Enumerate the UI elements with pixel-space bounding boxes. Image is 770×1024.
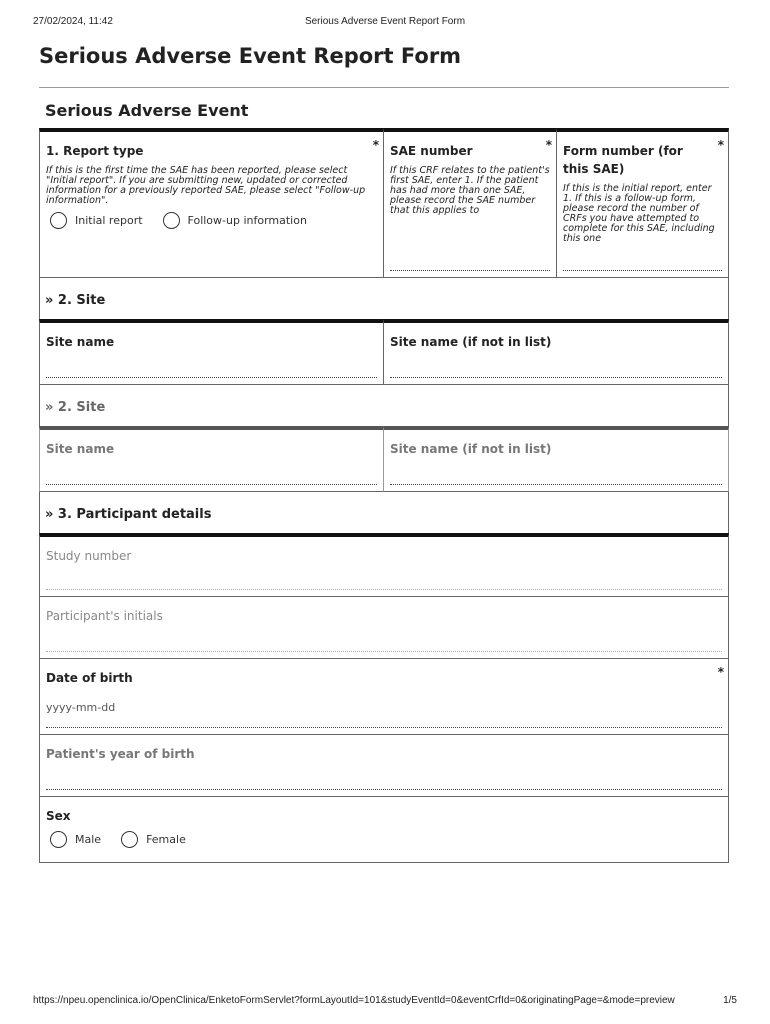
- site-name-other-question: [384, 319, 729, 385]
- site-group-heading-disabled: » 2. Site: [45, 400, 106, 415]
- site-name-input[interactable]: [46, 377, 377, 378]
- year-of-birth-label: Patient's year of birth: [46, 747, 195, 761]
- year-of-birth-row: [39, 735, 729, 797]
- study-number-question: [39, 533, 729, 597]
- participant-group-heading[interactable]: » 3. Participant details: [45, 507, 212, 522]
- initial-report-label: Initial report: [75, 214, 143, 227]
- female-radio[interactable]: [121, 831, 138, 848]
- male-radio[interactable]: [50, 831, 67, 848]
- form-body: [39, 128, 729, 863]
- site-group-header-disabled: [39, 385, 729, 426]
- sae-number-input[interactable]: [390, 270, 550, 271]
- study-number-input: [46, 589, 722, 590]
- year-of-birth-input: [46, 789, 722, 790]
- initial-report-radio[interactable]: [50, 212, 67, 229]
- site-name-input-disabled: [46, 484, 377, 485]
- form-title: Serious Adverse Event Report Form: [39, 44, 462, 68]
- male-label: Male: [75, 833, 102, 846]
- form-number-input[interactable]: [563, 270, 722, 271]
- follow-up-label: Follow-up information: [187, 214, 307, 227]
- print-url: https://npeu.openclinica.io/OpenClinica/EnketoFormServlet?formLayoutId=101&studyEventId=0&eventCrfId=0&originatingPage=&mode=preview: [33, 995, 675, 1006]
- required-marker: *: [717, 138, 724, 152]
- study-number-label: Study number: [46, 549, 132, 563]
- initials-question: [39, 597, 729, 659]
- required-marker: *: [545, 138, 552, 152]
- sex-options: [46, 831, 722, 848]
- dob-question: [39, 659, 729, 735]
- follow-up-radio[interactable]: [163, 212, 180, 229]
- report-type-options: [46, 212, 377, 229]
- required-marker: *: [372, 138, 379, 152]
- site-name-question-disabled: [39, 426, 384, 492]
- site-name-other-question-disabled: [384, 426, 729, 492]
- sae-number-label: SAE number: [390, 144, 473, 158]
- site-name-other-label: Site name (if not in list): [390, 335, 552, 349]
- site-name-other-label-disabled: Site name (if not in list): [390, 442, 552, 456]
- sex-question: [39, 797, 729, 863]
- form-number-label: Form number (for this SAE): [563, 144, 683, 176]
- female-label: Female: [146, 833, 186, 846]
- print-doc-title: Serious Adverse Event Report Form: [304, 16, 466, 27]
- site-group-header: [39, 278, 729, 319]
- print-footer: [33, 995, 737, 1006]
- report-type-question: [39, 128, 384, 278]
- site-row: [39, 319, 729, 385]
- title-divider: [39, 87, 729, 88]
- form-number-hint: If this is the initial report, enter 1. If this is a follow-up form, please record the number of CRFs you have attempted to complete for this SAE, including this one: [563, 183, 715, 244]
- site-name-label-disabled: Site name: [46, 442, 115, 456]
- required-marker: *: [717, 665, 724, 679]
- study-number-row: [39, 533, 729, 597]
- participant-group-header: [39, 492, 729, 533]
- site-group-heading[interactable]: » 2. Site: [45, 293, 106, 308]
- sex-row: [39, 797, 729, 863]
- initials-row: [39, 597, 729, 659]
- page-number: 1/5: [723, 995, 737, 1006]
- sae-number-hint: If this CRF relates to the patient's first SAE, enter 1. If the patient has had more than one SAE, please record the SAE number that this applies to: [390, 165, 550, 216]
- sex-label: Sex: [46, 809, 71, 823]
- report-row: [39, 128, 729, 278]
- initials-label: Participant's initials: [46, 609, 163, 623]
- site-name-other-input[interactable]: [390, 377, 722, 378]
- print-datetime: 27/02/2024, 11:42: [33, 16, 113, 27]
- form-number-question: [557, 128, 729, 278]
- site-row-disabled: [39, 426, 729, 492]
- sae-number-question: [384, 128, 557, 278]
- year-of-birth-question: [39, 735, 729, 797]
- dob-input-underline: [46, 727, 722, 728]
- dob-label: Date of birth: [46, 671, 133, 685]
- report-type-label: 1. Report type: [46, 144, 144, 158]
- site-name-question: [39, 319, 384, 385]
- report-type-hint: If this is the first time the SAE has been reported, please select "Initial report". If you are submitting new, updated or corrected information for a previously reported SAE, please select "Follow-up information".: [46, 165, 366, 206]
- site-name-label: Site name: [46, 335, 115, 349]
- site-name-other-input-disabled: [390, 484, 722, 485]
- dob-row: [39, 659, 729, 735]
- dob-input[interactable]: yyyy-mm-dd: [46, 701, 116, 714]
- initials-input: [46, 651, 722, 652]
- section-title: Serious Adverse Event: [45, 101, 249, 120]
